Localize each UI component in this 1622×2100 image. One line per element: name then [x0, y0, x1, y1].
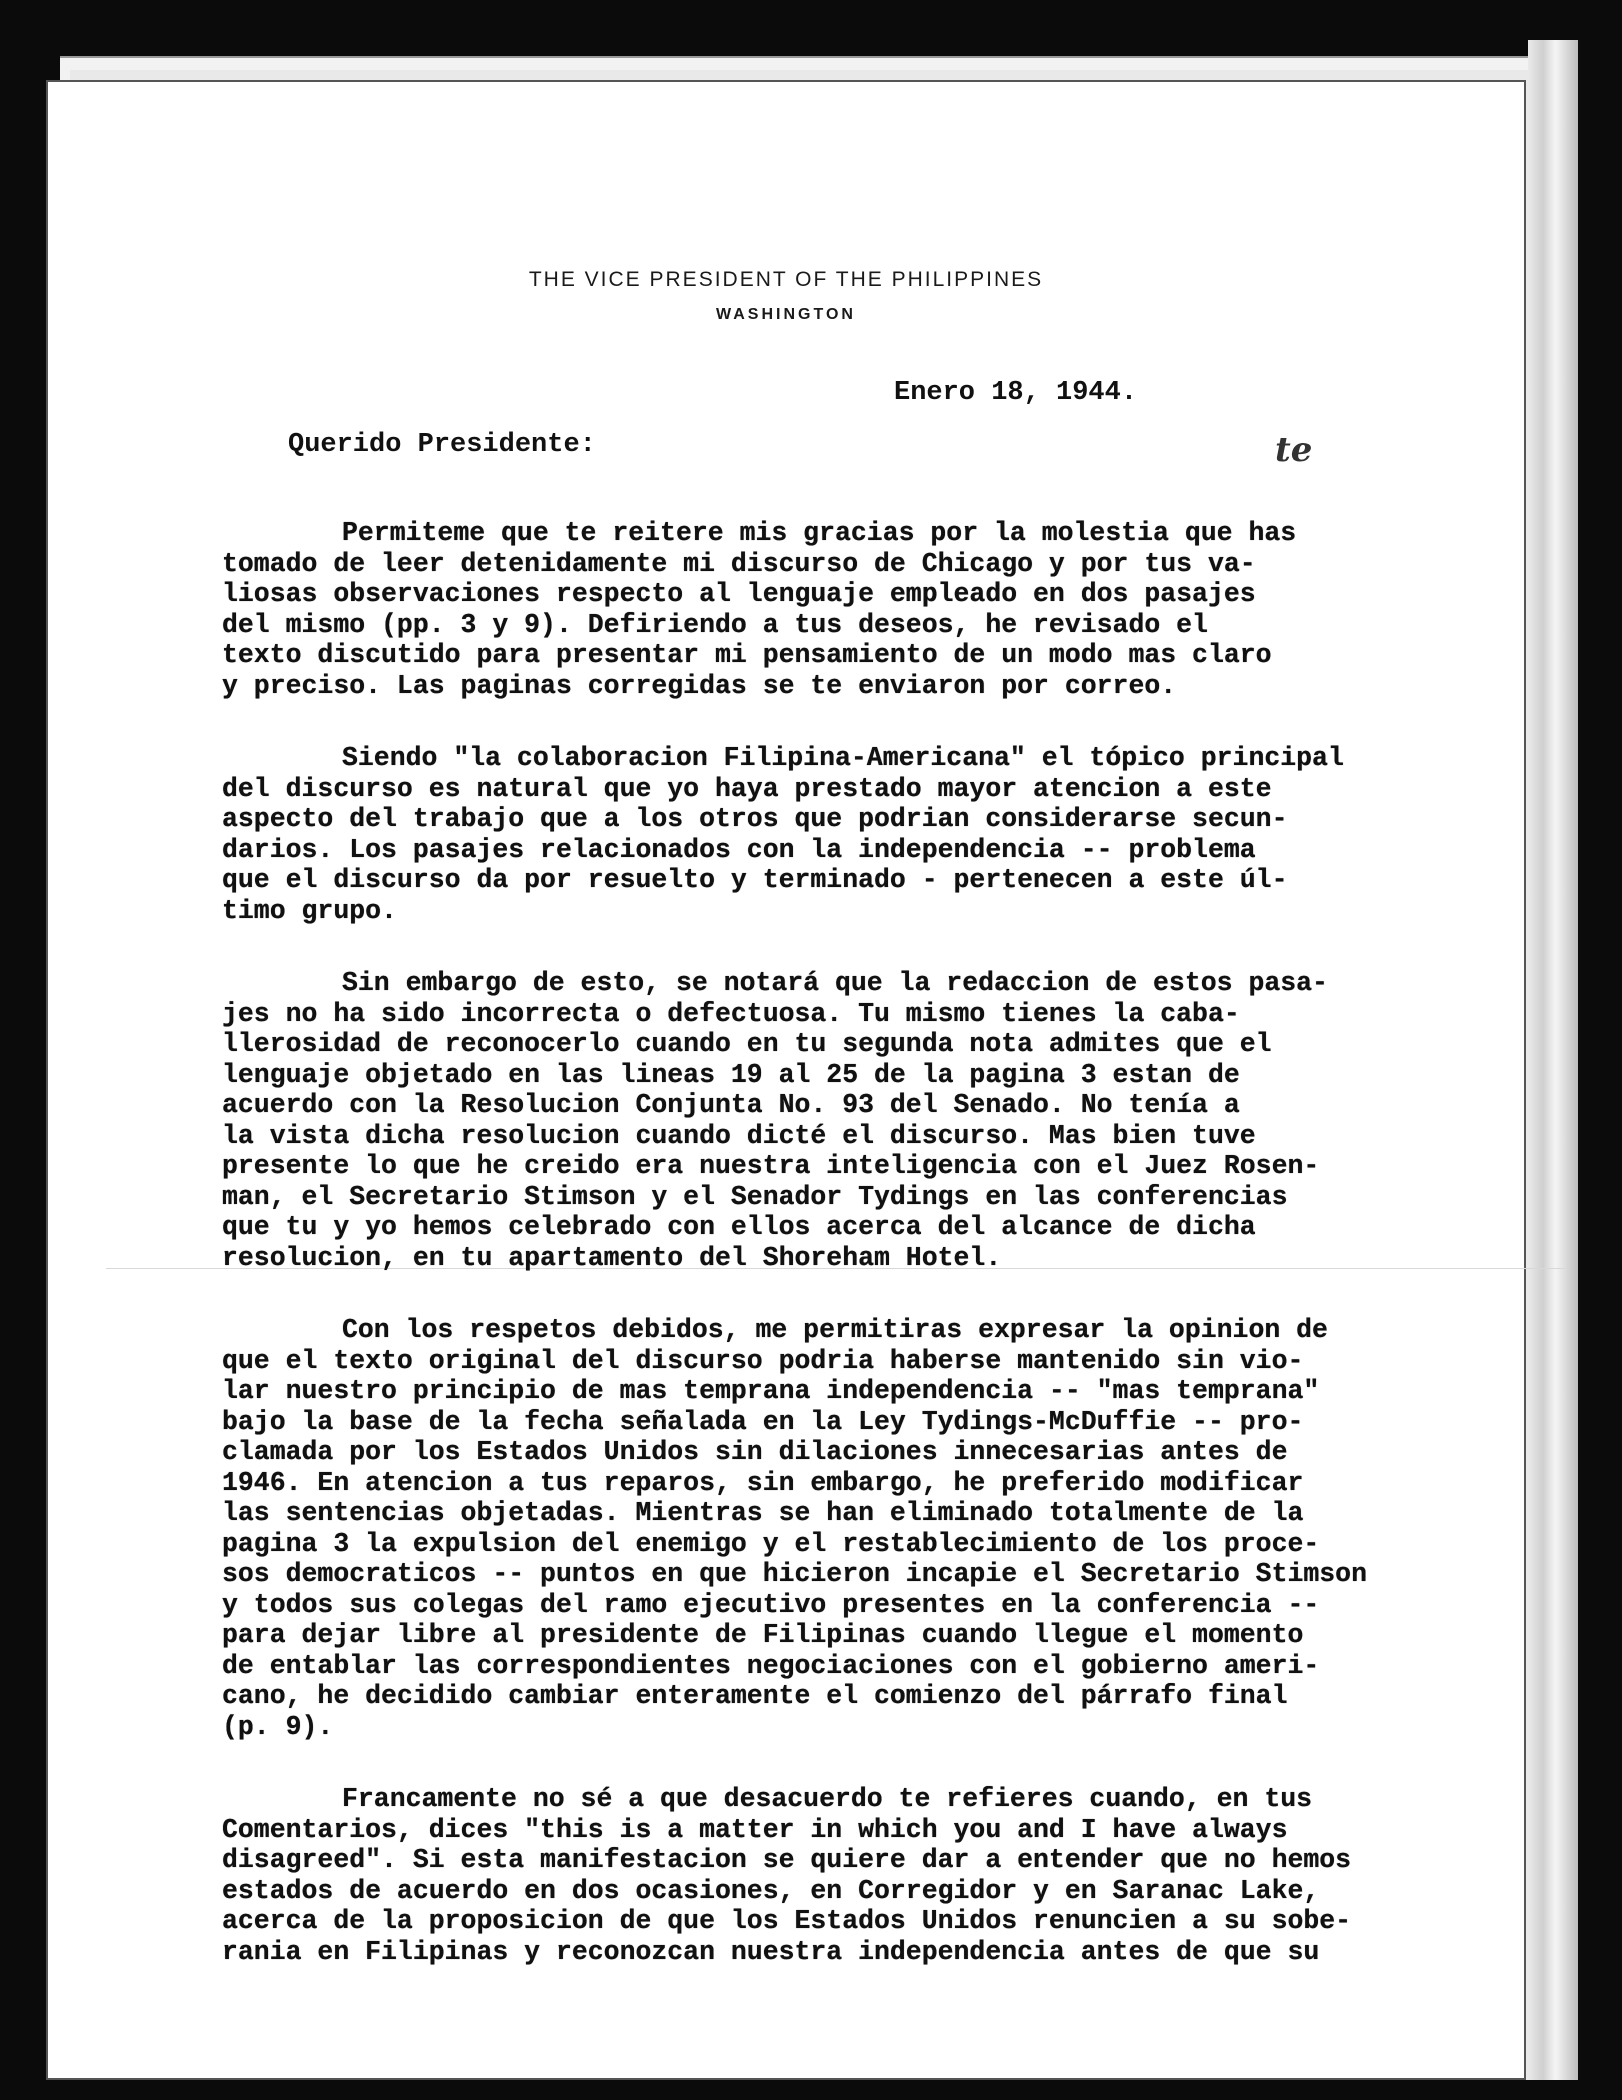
paragraph-line: Sin embargo de esto, se notará que la redaccion de estos pasa- — [342, 968, 1328, 998]
paragraph-line: y todos sus colegas del ramo ejecutivo presentes en la conferencia -- — [222, 1589, 1320, 1620]
paragraph-line: presente lo que he creido era nuestra inteligencia con el Juez Rosen- — [222, 1151, 1320, 1181]
paragraph-line: 1946. En atencion a tus reparos, sin embargo, he preferido modificar — [222, 1467, 1304, 1498]
paragraph-2 — [222, 743, 1482, 926]
paragraph-line: tomado de leer detenidamente mi discurso de Chicago y por tus va- — [222, 548, 1256, 579]
paragraph-line: que tu y yo hemos celebrado con ellos acerca del alcance de dicha — [222, 1212, 1256, 1242]
paragraph-line: clamada por los Estados Unidos sin dilaciones innecesarias antes de — [222, 1437, 1288, 1467]
paragraph-line: (p. 9). — [222, 1711, 334, 1742]
paragraph-line: texto discutido para presentar mi pensamiento de un modo mas claro — [222, 640, 1272, 670]
handwritten-annotation: te — [1275, 430, 1313, 470]
letter-date: Enero 18, 1944. — [894, 378, 1138, 408]
salutation: Querido Presidente: — [288, 430, 596, 460]
paragraph-line: de entablar las correspondientes negociaciones con el gobierno ameri- — [222, 1650, 1320, 1681]
paragraph-line: del discurso es natural que yo haya prestado mayor atencion a este — [222, 773, 1272, 804]
paragraph-line: man, el Secretario Stimson y el Senador Tydings en las conferencias — [222, 1181, 1288, 1212]
paragraph-line: aspecto del trabajo que a los otros que podrian considerarse secun- — [222, 804, 1288, 834]
paragraph-line: resolucion, en tu apartamento del Shoreham Hotel. — [222, 1242, 1002, 1273]
paragraph-line: rania en Filipinas y reconozcan nuestra independencia antes de que su — [222, 1936, 1320, 1967]
letterhead-subtitle: WASHINGTON — [716, 306, 856, 323]
paragraph-line: sos democraticos -- puntos en que hicieron incapie el Secretario Stimson — [222, 1559, 1367, 1589]
paragraph-1 — [222, 518, 1482, 701]
paragraph-line: Comentarios, dices "this is a matter in which you and I have always — [222, 1814, 1288, 1845]
paragraph-line: la vista dicha resolucion cuando dicté el discurso. Mas bien tuve — [222, 1120, 1256, 1151]
paragraph-line: las sentencias objetadas. Mientras se han eliminado totalmente de la — [222, 1498, 1304, 1528]
paragraph-line: cano, he decidido cambiar enteramente el comienzo del párrafo final — [222, 1681, 1288, 1711]
paragraph-line: Francamente no sé a que desacuerdo te refieres cuando, en tus — [342, 1784, 1313, 1814]
paragraph-4 — [222, 1315, 1482, 1742]
stacked-pages-edge — [1528, 40, 1578, 2080]
paragraph-line: Siendo "la colaboracion Filipina-Americana" el tópico principal — [342, 743, 1344, 773]
letterhead-title: THE VICE PRESIDENT OF THE PHILIPPINES — [528, 268, 1044, 291]
paragraph-line: lar nuestro principio de mas temprana independencia -- "mas temprana" — [222, 1376, 1320, 1406]
paragraph-line: jes no ha sido incorrecta o defectuosa. Tu mismo tienes la caba- — [222, 998, 1240, 1029]
paragraph-line: Con los respetos debidos, me permitiras expresar la opinion de — [342, 1315, 1328, 1345]
paragraph-line: estados de acuerdo en dos ocasiones, en Corregidor y en Saranac Lake, — [222, 1875, 1320, 1906]
paragraph-line: darios. Los pasajes relacionados con la independencia -- problema — [222, 834, 1256, 865]
paragraph-line: bajo la base de la fecha señalada en la Ley Tydings-McDuffie -- pro- — [222, 1406, 1304, 1437]
paragraph-line: que el discurso da por resuelto y terminado - pertenecen a este úl- — [222, 865, 1288, 895]
paragraph-line: acerca de la proposicion de que los Estados Unidos renuncien a su sobe- — [222, 1906, 1352, 1936]
paragraph-line: liosas observaciones respecto al lenguaje empleado en dos pasajes — [222, 579, 1256, 609]
paragraph-line: llerosidad de reconocerlo cuando en tu segunda nota admites que el — [222, 1029, 1272, 1059]
paragraph-5 — [222, 1784, 1482, 1967]
paragraph-line: acuerdo con la Resolucion Conjunta No. 93 del Senado. No tenía a — [222, 1090, 1240, 1120]
paragraph-line: y preciso. Las paginas corregidas se te enviaron por correo. — [222, 670, 1177, 701]
paragraph-line: lenguaje objetado en las lineas 19 al 25 de la pagina 3 estan de — [222, 1059, 1240, 1090]
paragraph-line: disagreed". Si esta manifestacion se quiere dar a entender que no hemos — [222, 1845, 1352, 1875]
letter-body — [222, 518, 1482, 2009]
paragraph-line: timo grupo. — [222, 895, 397, 926]
paragraph-line: que el texto original del discurso podria haberse mantenido sin vio- — [222, 1345, 1304, 1376]
paragraph-3 — [222, 968, 1482, 1273]
paragraph-line: del mismo (pp. 3 y 9). Defiriendo a tus deseos, he revisado el — [222, 609, 1208, 640]
letter-page — [46, 80, 1526, 2080]
paragraph-line: Permiteme que te reitere mis gracias por la molestia que has — [342, 518, 1297, 548]
paragraph-line: pagina 3 la expulsion del enemigo y el restablecimiento de los proce- — [222, 1528, 1320, 1559]
paragraph-line: para dejar libre al presidente de Filipinas cuando llegue el momento — [222, 1620, 1304, 1650]
